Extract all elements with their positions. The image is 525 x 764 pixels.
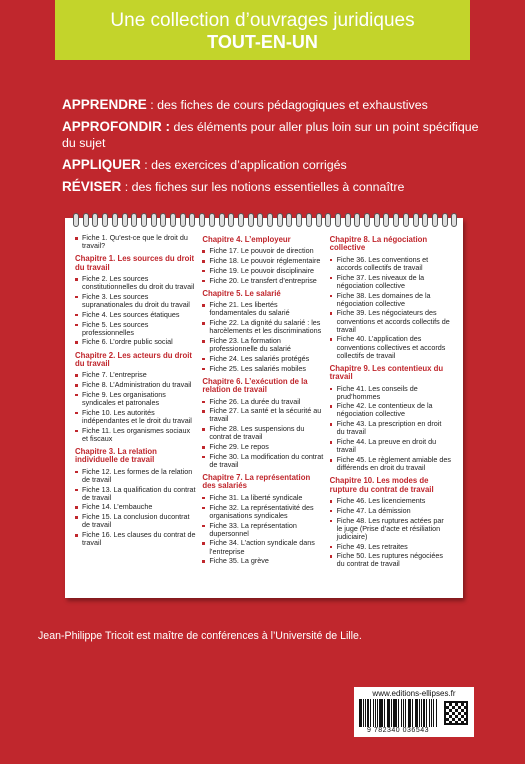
ring-icon xyxy=(238,213,244,227)
toc-item: Fiche 3. Les sources supranationales du droit du travail xyxy=(75,293,196,309)
ring-icon xyxy=(374,213,380,227)
spiral-binding xyxy=(65,218,463,232)
toc-item: Fiche 23. La formation professionnelle du salarié xyxy=(202,337,323,353)
ring-icon xyxy=(286,213,292,227)
ring-icon xyxy=(102,213,108,227)
point-reviser xyxy=(62,179,482,195)
ring-icon xyxy=(413,213,419,227)
barcode-bar xyxy=(409,699,411,727)
barcode-bar xyxy=(412,699,413,727)
barcode-bar xyxy=(416,699,417,727)
isbn-number: 9 782340 036543 xyxy=(367,727,429,734)
point-text: des éléments pour aller plus loin sur un point spécifique du sujet xyxy=(62,120,479,150)
chapter-heading: Chapitre 9. Les contentieux du travail xyxy=(329,363,444,382)
barcode-bar xyxy=(381,699,383,727)
toc-item: Fiche 20. Le transfert d’entreprise xyxy=(202,277,323,285)
ring-icon xyxy=(122,213,128,227)
toc-item: Fiche 10. Les autorités indépendantes et le droit du travail xyxy=(75,409,196,425)
ring-icon xyxy=(73,213,79,227)
toc-column-1 xyxy=(75,234,202,590)
barcode-bar xyxy=(431,699,432,727)
toc-item: Fiche 44. La preuve en droit du travail xyxy=(330,438,451,454)
author-note: Jean-Philippe Tricoit est maître de conférences à l’Université de Lille. xyxy=(38,630,362,642)
barcode-bar xyxy=(377,699,378,727)
toc-item: Fiche 34. L’action syndicale dans l’entreprise xyxy=(202,539,323,555)
ring-icon xyxy=(199,213,205,227)
toc-column-3 xyxy=(330,234,457,590)
toc-item: Fiche 19. Le pouvoir disciplinaire xyxy=(202,267,323,275)
toc-item: Fiche 22. La dignité du salarié : les harcèlements et les discriminations xyxy=(202,319,323,335)
toc-column-2 xyxy=(202,234,329,590)
ring-icon xyxy=(112,213,118,227)
chapter-heading: Chapitre 7. La représentation des salariés xyxy=(202,473,311,491)
toc-item: Fiche 30. La modification du contrat de travail xyxy=(202,453,323,469)
point-text: : des fiches sur les notions essentielles à connaître xyxy=(121,180,405,194)
ring-icon xyxy=(151,213,157,227)
toc-item: Fiche 26. La durée du travail xyxy=(202,398,323,406)
chapter-heading: Chapitre 4. L’employeur xyxy=(202,235,291,244)
barcode-bar xyxy=(384,699,385,727)
toc-item: Fiche 15. La conclusion ducontrat de travail xyxy=(75,513,196,529)
toc-item: Fiche 12. Les formes de la relation de travail xyxy=(75,468,196,484)
ring-icon xyxy=(277,213,283,227)
point-approfondir xyxy=(62,119,482,151)
barcode-bar xyxy=(433,699,434,727)
barcode-bar xyxy=(405,699,406,727)
barcode-bar xyxy=(426,699,427,727)
ring-icon xyxy=(267,213,273,227)
barcode-bar xyxy=(360,699,361,727)
ring-icon xyxy=(180,213,186,227)
toc-item: Fiche 2. Les sources constitutionnelles du droit du travail xyxy=(75,275,196,291)
chapter-heading: Chapitre 8. La négociation collective xyxy=(329,235,428,253)
ring-icon xyxy=(92,213,98,227)
toc-item: Fiche 8. L’Administration du travail xyxy=(75,381,196,389)
ring-icon xyxy=(451,213,457,227)
toc-item: Fiche 41. Les conseils de prud’hommes xyxy=(330,385,451,401)
barcode-bar xyxy=(388,699,389,727)
feature-points xyxy=(62,97,482,201)
ring-icon xyxy=(141,213,147,227)
toc-item: Fiche 46. Les licenciements xyxy=(330,497,451,505)
point-appliquer xyxy=(62,157,482,173)
ring-icon xyxy=(296,213,302,227)
toc-item: Fiche 24. Les salariés protégés xyxy=(202,355,323,363)
point-text: : des exercices d’application corrigés xyxy=(140,158,347,172)
toc-item: Fiche 25. Les salariés mobiles xyxy=(202,365,323,373)
toc-item: Fiche 45. Le règlement amiable des différends en droit du travail xyxy=(330,456,451,472)
toc-item: Fiche 35. La grève xyxy=(202,557,323,565)
chapter-heading: Chapitre 1. Les sources du droit du travail xyxy=(75,254,195,272)
chapter-heading: Chapitre 2. Les acteurs du droit du travail xyxy=(75,350,192,368)
qr-code-icon xyxy=(444,701,468,725)
toc-item: Fiche 21. Les libertés fondamentales du salarié xyxy=(202,301,323,317)
ring-icon xyxy=(170,213,176,227)
toc-item: Fiche 1. Qu’est-ce que le droit du travail? xyxy=(75,234,196,250)
ring-icon xyxy=(219,213,225,227)
table-of-contents-notebook xyxy=(65,218,463,598)
ring-icon xyxy=(383,213,389,227)
toc-item: Fiche 6. L’ordre public social xyxy=(75,338,196,346)
toc-item: Fiche 5. Les sources professionnelles xyxy=(75,321,196,337)
banner-line-1: Une collection d’ouvrages juridiques xyxy=(110,10,415,31)
barcode-box xyxy=(354,687,474,737)
point-key: APPROFONDIR : xyxy=(62,119,170,134)
toc-item: Fiche 49. Les retraites xyxy=(330,543,451,551)
toc-item: Fiche 9. Les organisations syndicales et patronales xyxy=(75,391,196,407)
ring-icon xyxy=(335,213,341,227)
publisher-url: www.editions-ellipses.fr xyxy=(372,689,456,698)
point-apprendre xyxy=(62,97,482,113)
toc-item: Fiche 36. Les conventions et accords collectifs de travail xyxy=(330,256,451,272)
ring-icon xyxy=(403,213,409,227)
chapter-heading: Chapitre 6. L’exécution de la relation de travail xyxy=(202,376,308,395)
collection-banner xyxy=(55,0,470,60)
toc-item: Fiche 43. La prescription en droit du travail xyxy=(330,420,451,436)
toc-item: Fiche 33. La représentation dupersonnel xyxy=(202,522,323,538)
barcode-bar xyxy=(367,699,369,727)
ring-icon xyxy=(354,213,360,227)
point-key: RÉVISER xyxy=(62,179,122,194)
toc-item: Fiche 40. L’application des conventions collectives et accords collectifs de travail xyxy=(330,335,451,359)
ring-icon xyxy=(257,213,263,227)
ring-icon xyxy=(393,213,399,227)
ring-icon xyxy=(422,213,428,227)
toc-columns xyxy=(75,234,457,590)
barcode-bar xyxy=(370,699,371,727)
toc-item: Fiche 48. Les ruptures actées par le juge (Prise d’acte et résiliation judiciaire) xyxy=(330,517,451,541)
toc-item: Fiche 7. L’entreprise xyxy=(75,371,196,379)
barcode-bar xyxy=(396,699,397,727)
toc-item: Fiche 42. Le contentieux de la négociation collective xyxy=(330,402,451,418)
barcode-bar xyxy=(391,699,392,727)
barcode-bar xyxy=(436,699,437,727)
toc-item: Fiche 18. Le pouvoir réglementaire xyxy=(202,257,323,265)
barcode-bar xyxy=(423,699,425,727)
toc-item: Fiche 17. Le pouvoir de direction xyxy=(202,247,323,255)
toc-item: Fiche 4. Les sources étatiques xyxy=(75,311,196,319)
ring-icon xyxy=(325,213,331,227)
ring-icon xyxy=(248,213,254,227)
barcode-bar xyxy=(398,699,399,727)
barcode-bar xyxy=(363,699,364,727)
point-key: APPRENDRE xyxy=(62,97,147,112)
toc-item: Fiche 27. La santé et la sécurité au travail xyxy=(202,407,323,423)
toc-item: Fiche 14. L’embauche xyxy=(75,503,196,511)
ring-icon xyxy=(306,213,312,227)
chapter-heading: Chapitre 5. Le salarié xyxy=(202,288,281,298)
ring-icon xyxy=(83,213,89,227)
chapter-heading: Chapitre 10. Les modes de rupture du contrat de travail xyxy=(329,476,434,494)
toc-item: Fiche 13. La qualification du contrat de travail xyxy=(75,486,196,502)
chapter-heading: Chapitre 3. La relation individuelle de travail xyxy=(75,446,157,465)
ring-icon xyxy=(364,213,370,227)
ring-icon xyxy=(345,213,351,227)
barcode-bar xyxy=(419,699,420,727)
toc-item: Fiche 31. La liberté syndicale xyxy=(202,494,323,502)
toc-item: Fiche 50. Les ruptures négociées du contrat de travail xyxy=(330,552,451,568)
ring-icon xyxy=(131,213,137,227)
toc-item: Fiche 38. Les domaines de la négociation collective xyxy=(330,292,451,308)
ring-icon xyxy=(209,213,215,227)
toc-item: Fiche 11. Les organismes sociaux et fiscaux xyxy=(75,427,196,443)
ring-icon xyxy=(316,213,322,227)
point-key: APPLIQUER xyxy=(62,157,141,172)
toc-item: Fiche 37. Les niveaux de la négociation collective xyxy=(330,274,451,290)
point-text: : des fiches de cours pédagogiques et exhaustives xyxy=(146,98,428,112)
ring-icon xyxy=(432,213,438,227)
ring-icon xyxy=(189,213,195,227)
toc-item: Fiche 47. La démission xyxy=(330,507,451,515)
barcode-bar xyxy=(403,699,404,727)
toc-item: Fiche 28. Les suspensions du contrat de travail xyxy=(202,425,323,441)
ring-icon xyxy=(160,213,166,227)
toc-item: Fiche 39. Les négociateurs des conventions et accords collectifs de travail xyxy=(330,309,451,333)
ring-icon xyxy=(228,213,234,227)
barcode-bar xyxy=(375,699,376,727)
toc-item: Fiche 29. Le repos xyxy=(202,443,323,451)
toc-item: Fiche 16. Les clauses du contrat de travail xyxy=(75,531,196,547)
barcode-icon xyxy=(359,699,437,727)
ring-icon xyxy=(442,213,448,227)
toc-item: Fiche 32. La représentativité des organisations syndicales xyxy=(202,504,323,520)
banner-line-2: TOUT-EN-UN xyxy=(207,32,318,52)
